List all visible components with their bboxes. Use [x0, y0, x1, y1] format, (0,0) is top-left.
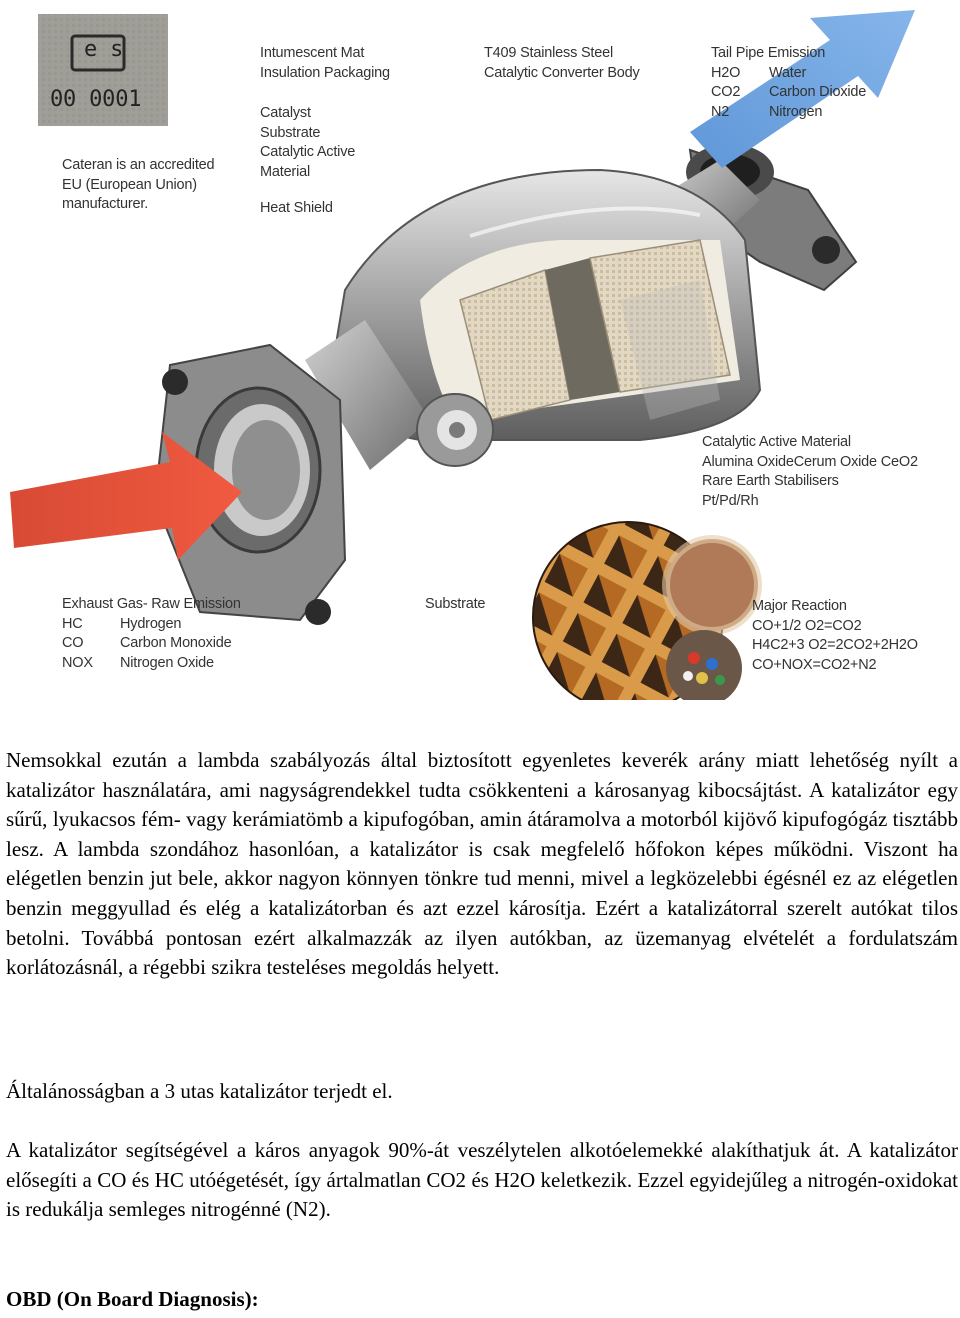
reaction-line: H4C2+3 O2=2CO2+2H2O	[752, 637, 918, 653]
gas-name: Water	[769, 64, 807, 81]
body-label-line: Catalytic Converter Body	[484, 64, 640, 81]
tail-pipe-row	[711, 83, 866, 103]
gas-code: H2O	[711, 64, 741, 81]
body-label-line: T409 Stainless Steel	[484, 45, 613, 61]
accreditation-line: manufacturer.	[62, 196, 149, 212]
active-material-line: Alumina OxideCerum Oxide CeO2	[702, 453, 918, 470]
gas-name: Carbon Dioxide	[769, 84, 867, 100]
gas-code: NOX	[62, 654, 93, 671]
paragraph-text: Általánosságban a 3 utas katalizátor terjedt el.	[6, 1079, 393, 1103]
exhaust-label	[62, 595, 241, 673]
body-paragraph-2	[6, 1077, 958, 1107]
active-material-label	[702, 433, 918, 511]
active-material-line: Rare Earth Stabilisers	[702, 473, 839, 489]
active-material-line: Pt/Pd/Rh	[702, 492, 759, 509]
catalyst-label-line: Catalytic Active	[260, 144, 356, 160]
heading-text: OBD (On Board Diagnosis):	[6, 1287, 259, 1311]
tail-pipe-row	[711, 64, 866, 84]
tail-pipe-row	[711, 103, 866, 123]
exhaust-title: Exhaust Gas- Raw Emission	[62, 596, 241, 612]
gas-name: Carbon Monoxide	[120, 635, 232, 651]
body-paragraph-3	[6, 1136, 958, 1225]
paragraph-text: A katalizátor segítségével a káros anyagok 90%-át veszélytelen alkotóelemekké alakíthatjuk át. A katalizátor elősegíti a CO és HC utóégetését, így ártalmatlan CO2 és H2O keletkezik. Ezzel egyidejűleg a nitrogén-oxidokat is redukálja semleges nitrogénné (N2).	[6, 1138, 958, 1222]
active-material-line: Catalytic Active Material	[702, 434, 851, 450]
paragraph-text: Nemsokkal ezután a lambda szabályozás által biztosított egyenletes keverék arány miatt lehetőség nyílt a katalizátor használatára, ami nagyságrendekkel tudta csökkenteni a károsanyag kibocsájtást. A katalizátor egy sűrű, lyukacsos fém- vagy kerámiatömb a kipufogóban, amin átáramolva a motorból kijövő kipufogógáz tisztább lesz. A lambda szondához hasonlóan, a katalizátor is csak megfelelő hőfokon képes működni. Viszont ha elégetlen benzin jut bele, akkor nagyon könnyen tönkre tud menni, mivel a legközelebbi égésnél ez az elégetlen benzin meggyullad és elég a katalizátorban és azt ezzel károsítja. Ezért a katalizátorral szerelt autókat tilos betolni. Továbbá pontosan ezért alkalmazzák az ilyen autókban, az üzemanyag elvételét a fordulatszám korlátozásnál, a régebbi szikra testeléses megoldás helyett.	[6, 748, 958, 980]
reaction-label	[752, 597, 918, 675]
section-heading	[6, 1285, 958, 1315]
gas-code: N2	[711, 103, 730, 120]
mat-label-line: Insulation Packaging	[260, 64, 390, 81]
gas-code: CO2	[711, 84, 741, 100]
exhaust-row	[62, 615, 241, 635]
stamp-line-2: 00 0001	[50, 87, 142, 112]
mat-label	[260, 44, 390, 83]
catalyst-label	[260, 104, 355, 182]
reaction-title: Major Reaction	[752, 598, 847, 614]
gas-name: Nitrogen	[769, 103, 823, 120]
gas-name: Nitrogen Oxide	[120, 654, 214, 671]
stamp-line-1: e s	[84, 37, 124, 62]
sensor-boss	[417, 394, 493, 466]
tail-pipe-title: Tail Pipe Emission	[711, 45, 826, 61]
catalyst-label-line: Material	[260, 163, 310, 180]
exhaust-row	[62, 654, 241, 674]
tail-pipe-label	[711, 44, 866, 122]
gas-name: Hydrogen	[120, 615, 182, 632]
mat-label-line: Intumescent Mat	[260, 45, 365, 61]
body-label	[484, 44, 640, 83]
reaction-line: CO+NOX=CO2+N2	[752, 656, 877, 673]
body-paragraph-1	[6, 746, 958, 983]
catalyst-label-line: Catalyst	[260, 105, 311, 121]
substrate-closeup	[520, 510, 758, 700]
catalyst-label-line: Substrate	[260, 124, 321, 141]
gas-code: HC	[62, 615, 83, 632]
accreditation-note	[62, 156, 214, 215]
accreditation-line: Cateran is an accredited	[62, 157, 215, 173]
exhaust-row	[62, 634, 241, 654]
accreditation-line: EU (European Union)	[62, 176, 197, 193]
substrate-label: Substrate	[425, 596, 486, 612]
gas-code: CO	[62, 635, 84, 651]
heat-shield-label: Heat Shield	[260, 200, 333, 216]
reaction-line: CO+1/2 O2=CO2	[752, 617, 862, 634]
